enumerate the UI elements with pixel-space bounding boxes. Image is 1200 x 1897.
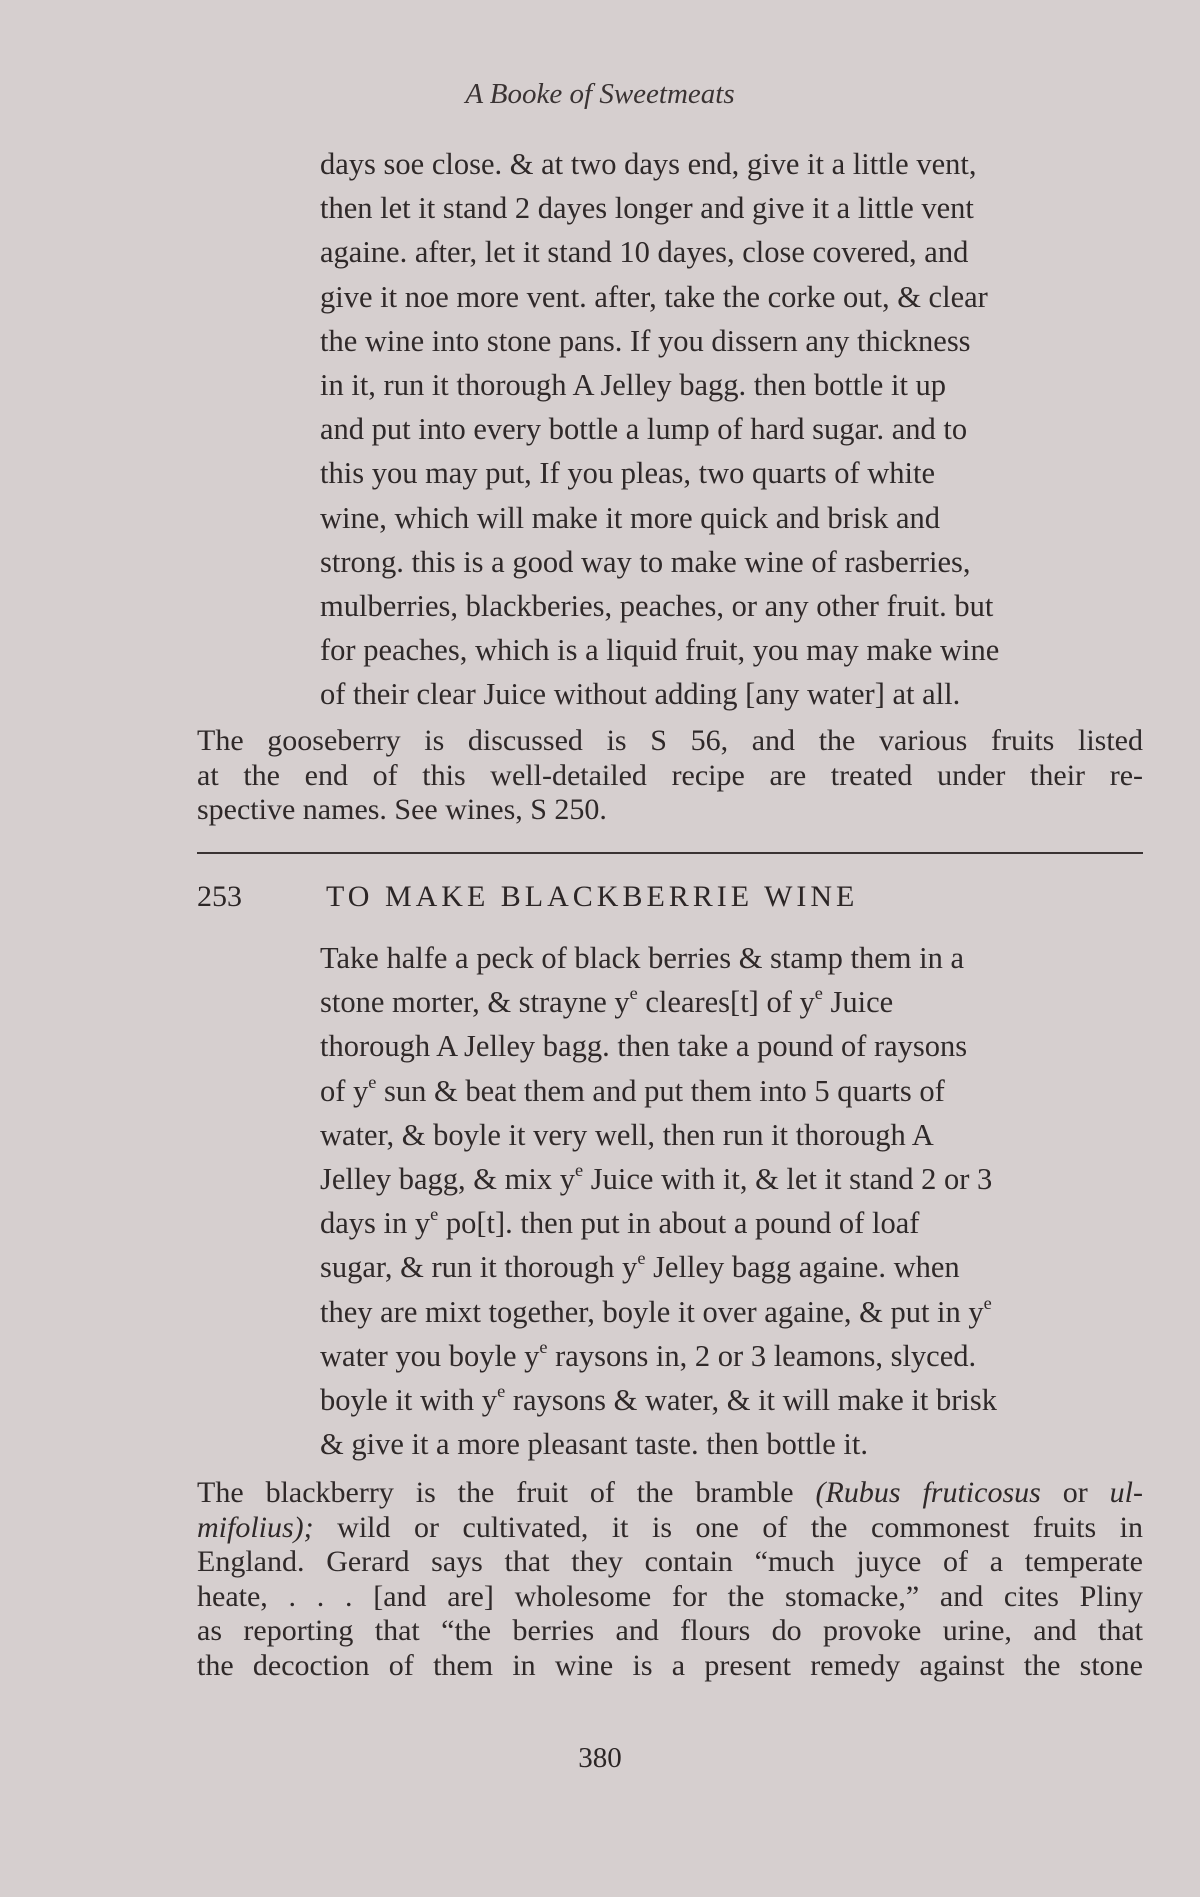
superscript: e [983,1292,992,1313]
recipe-line: days soe close. & at two days end, give it a little vent, [320,147,977,181]
recipe-number: 253 [197,880,242,913]
recipe-line: the wine into stone pans. If you dissern any thickness [320,323,971,358]
superscript: e [574,1160,584,1181]
commentary-line: spective names. See wines, S 250. [197,793,607,826]
recipe-line: this you may put, If you pleas, two quarts of white [320,456,935,491]
commentary-line: as reporting that “the berries and flours do provoke urine, and that [197,1614,1143,1647]
recipe-line: and put into every bottle a lump of hard sugar. and to [320,412,968,447]
recipe-line: give it noe more vent. after, take the corke out, & clear [320,279,988,314]
commentary-gooseberry [197,724,1143,828]
section-divider [197,852,1143,854]
recipe-line: strong. this is a good way to make wine of rasberries, [320,544,971,579]
recipe-line: then let it stand 2 dayes longer and give it a little vent [320,191,974,226]
recipe-line: Jelley bagg, & mix $y^e$ Juice with it, & let it stand 2 or 3 [320,1160,993,1197]
recipe-line: & give it a more pleasant taste. then bottle it. [320,1427,869,1462]
running-head: A Booke of Sweetmeats [465,78,735,110]
superscript: e [539,1337,548,1358]
superscript: e [814,983,823,1004]
commentary-line: heate, . . . [and are] wholesome for the stomacke,” and cites Pliny [197,1579,1143,1613]
recipe-line: againe. after, let it stand 10 dayes, close covered, and [320,235,969,270]
recipe-line: of their clear Juice without adding [any water] at all. [320,677,961,712]
recipe-line: in it, run it thorough A Jelley bagg. then bottle it up [320,368,947,403]
commentary-line: The blackberry is the fruit of the bramble (Rubus fruticosus or ul- [197,1476,1143,1509]
commentary-line: mifolius); wild or cultivated, it is one of the commonest fruits in [197,1510,1143,1544]
commentary-blackberry [197,1476,1143,1683]
recipe-line: wine, which will make it more quick and brisk and [320,500,941,535]
recipe-line: mulberries, blackberies, peaches, or any other fruit. but [320,589,994,624]
commentary-line: at the end of this well-detailed recipe are treated under their re- [197,758,1143,792]
superscript: e [497,1381,506,1402]
superscript: e [368,1071,377,1092]
commentary-line: The gooseberry is discussed is S 56, and the various fruits listed [197,724,1143,757]
recipe-line: thorough A Jelley bagg. then take a pound of raysons [320,1029,968,1064]
page-number: 380 [578,1742,622,1774]
recipe-line: they are mixt together, boyle it over againe, & put in $y^e$ [320,1292,992,1329]
recipe-line: boyle it with $y^e$ raysons & water, & it will make it brisk [320,1381,997,1418]
recipe-line: stone morter, & strayne $y^e$ cleares[t] of $y^e$ Juice [320,983,894,1020]
recipe-line: water, & boyle it very well, then run it thorough A [320,1117,934,1152]
recipe-text [320,936,1140,1466]
recipe-line: water you boyle $y^e$ raysons in, 2 or 3 leamons, slyced. [320,1337,977,1373]
continued-recipe-text [320,142,1140,717]
recipe-title: TO MAKE BLACKBERRIE WINE [326,880,859,913]
recipe-line: of $y^e$ sun & beat them and put them into 5 quarts of [320,1071,945,1108]
commentary-line: the decoction of them in wine is a present remedy against the stone [197,1648,1143,1682]
recipe-line: Take halfe a peck of black berries & stamp them in a [320,941,965,975]
recipe-line: for peaches, which is a liquid fruit, you may make wine [320,633,1000,668]
recipe-line: days in $y^e$ po[t]. then put in about a pound of loaf [320,1204,920,1241]
superscript: e [629,983,638,1004]
recipe-line: sugar, & run it thorough $y^e$ Jelley bagg againe. when [320,1248,960,1285]
commentary-line: England. Gerard says that they contain “much juyce of a temperate [197,1545,1143,1578]
superscript: e [430,1204,439,1225]
superscript: e [637,1248,646,1269]
